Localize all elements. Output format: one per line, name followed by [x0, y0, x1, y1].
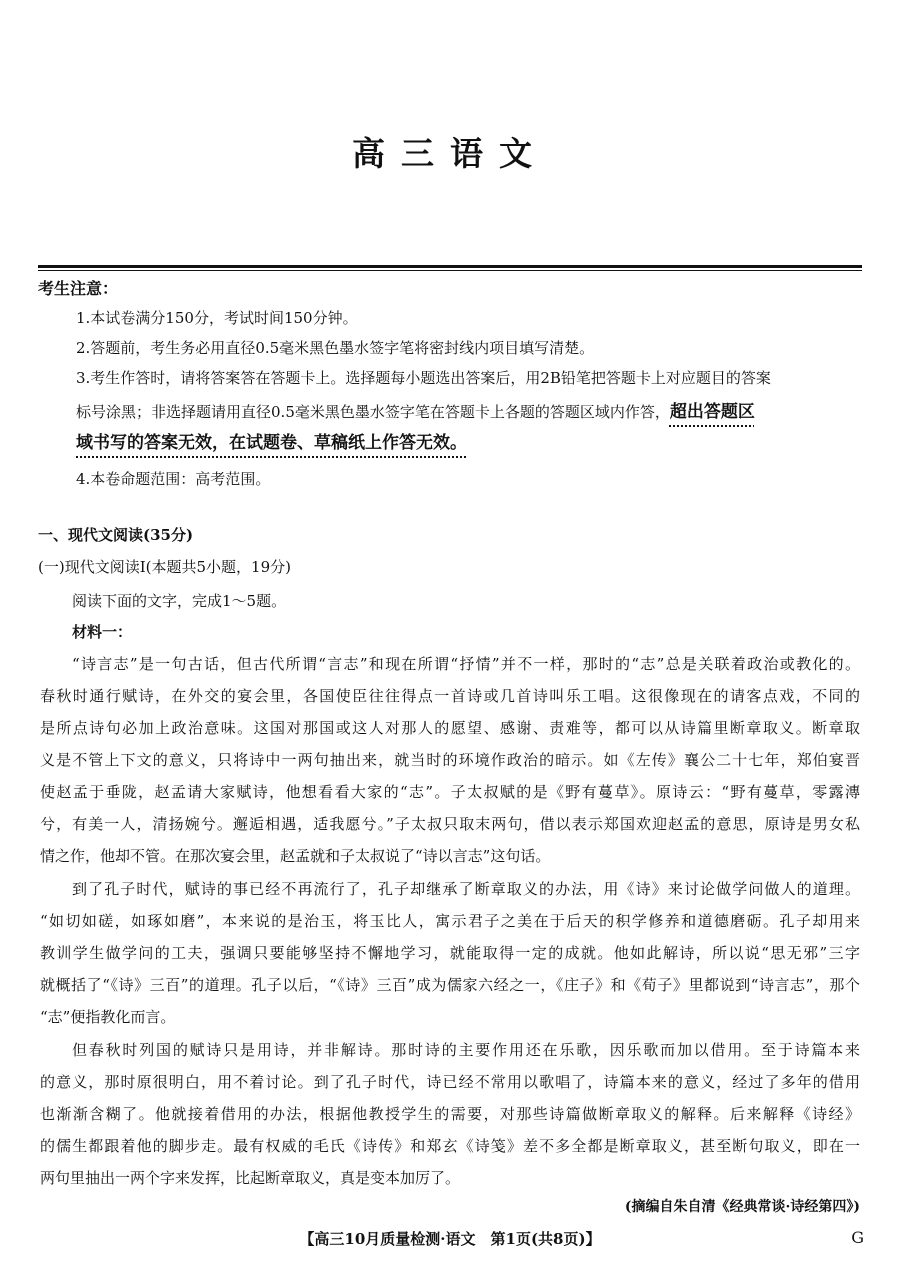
notice-emphasis: 超出答题区	[669, 402, 755, 422]
paragraph-3-line: 两句里抽出一两个字来发挥，比起断章取义，真是变本加厉了。	[40, 1169, 461, 1187]
notice-heading: 考生注意：	[38, 279, 119, 298]
section-subheading: (一)现代文阅读Ⅰ(本题共5小题，19分)	[38, 558, 291, 576]
paragraph-1-line: 使赵孟于垂陇，赵孟请大家赋诗，他想看看大家的“志”。子太叔赋的是《野有蔓草》。原诗云：“野有蔓草，零露漙	[40, 783, 860, 801]
paragraph-1-line: 是所点诗句必加上政治意味。这国对那国或这人对那人的愿望、感谢、责难等，都可以从诗篇里断章取义。断章取	[40, 719, 860, 737]
reading-instruction: 阅读下面的文字，完成1～5题。	[72, 592, 287, 610]
paragraph-3-line: 但春秋时列国的赋诗只是用诗，并非解诗。那时诗的主要作用还在乐歌，因乐歌而加以借用。至于诗篇本来	[72, 1041, 860, 1059]
paragraph-3-line: 的意义，那时原很明白，用不着讨论。到了孔子时代，诗已经不常用以歌唱了，诗篇本来的意义，经过了多年的借用	[40, 1073, 860, 1091]
paragraph-3-line: 的儒生都跟着他的脚步走。最有权威的毛氏《诗传》和郑玄《诗笺》差不多全都是断章取义，甚至断句取义，即在一	[40, 1137, 860, 1155]
paragraph-2-line: “如切如磋，如琢如磨”，本来说的是治玉，将玉比人，寓示君子之美在于后天的积学修养和道德磨砺。孔子却用来	[40, 912, 860, 930]
paper-code: G	[851, 1228, 864, 1247]
notice-item-2: 2.答题前，考生务必用直径0.5毫米黑色墨水签字笔将密封线内项目填写清楚。	[76, 339, 595, 357]
paragraph-1-line: 情之作，他却不管。在那次宴会里，赵孟就和子太叔说了“诗以言志”这句话。	[40, 847, 551, 865]
paragraph-2-line: 就概括了“《诗》三百”的道理。孔子以后，“《诗》三百”成为儒家六经之一，《庄子》和《荀子》里都说到“诗言志”，那个	[40, 976, 860, 994]
source-citation: (摘编自朱自清《经典常谈·诗经第四》)	[624, 1199, 860, 1215]
material-label: 材料一：	[72, 623, 133, 641]
section-heading: 一、现代文阅读(35分)	[38, 526, 194, 544]
notice-item-1: 1.本试卷满分150分，考试时间150分钟。	[76, 309, 358, 327]
page-footer: 【高三10月质量检测·语文 第1页(共8页)】	[299, 1230, 601, 1248]
header-divider-thick	[38, 265, 862, 268]
paragraph-1-line: 春秋时通行赋诗，在外交的宴会里，各国使臣往往得点一首诗或几首诗叫乐工唱。这很像现在的请客点戏，不同的	[40, 687, 860, 705]
paragraph-1-line: 兮，有美一人，清扬婉兮。邂逅相遇，适我愿兮。”子太叔只取末两句，借以表示郑国欢迎赵孟的意思，原诗是男女私	[40, 815, 860, 833]
page-title: 高三语文	[352, 134, 548, 173]
notice-item-3: 3.考生作答时，请将答案答在答题卡上。选择题每小题选出答案后，用2B铅笔把答题卡上对应题目的答案	[76, 369, 771, 387]
notice-item-3-line-3	[76, 428, 467, 453]
paragraph-2-line: “志”便指教化而言。	[40, 1008, 176, 1026]
notice-emphasis-continued: 域书写的答案无效，在试题卷、草稿纸上作答无效。	[76, 433, 467, 453]
paragraph-3-line: 也渐渐含糊了。他就接着借用的办法，根据他教授学生的需要，对那些诗篇做断章取义的解释。后来解释《诗经》	[40, 1105, 860, 1123]
notice-item-3-line-2	[76, 397, 755, 422]
notice-item-3-text: 标号涂黑；非选择题请用直径0.5毫米黑色墨水签字笔在答题卡上各题的答题区域内作答，	[76, 403, 670, 421]
paragraph-2-line: 教训学生做学问的工夫，强调只要能够坚持不懈地学习，就能取得一定的成就。他如此解诗，所以说“思无邪”三字	[40, 944, 860, 962]
paragraph-1-line: “诗言志”是一句古话，但古代所谓“言志”和现在所谓“抒情”并不一样，那时的“志”总是关联着政治或教化的。	[72, 655, 860, 673]
notice-item-4: 4.本卷命题范围：高考范围。	[76, 470, 271, 488]
header-divider-thin	[38, 270, 862, 271]
paragraph-1-line: 义是不管上下文的意义，只将诗中一两句抽出来，就当时的环境作政治的暗示。如《左传》襄公二十七年，郑伯宴晋	[40, 751, 860, 769]
paragraph-2-line: 到了孔子时代，赋诗的事已经不再流行了，孔子却继承了断章取义的办法，用《诗》来讨论做学问做人的道理。	[72, 880, 860, 898]
